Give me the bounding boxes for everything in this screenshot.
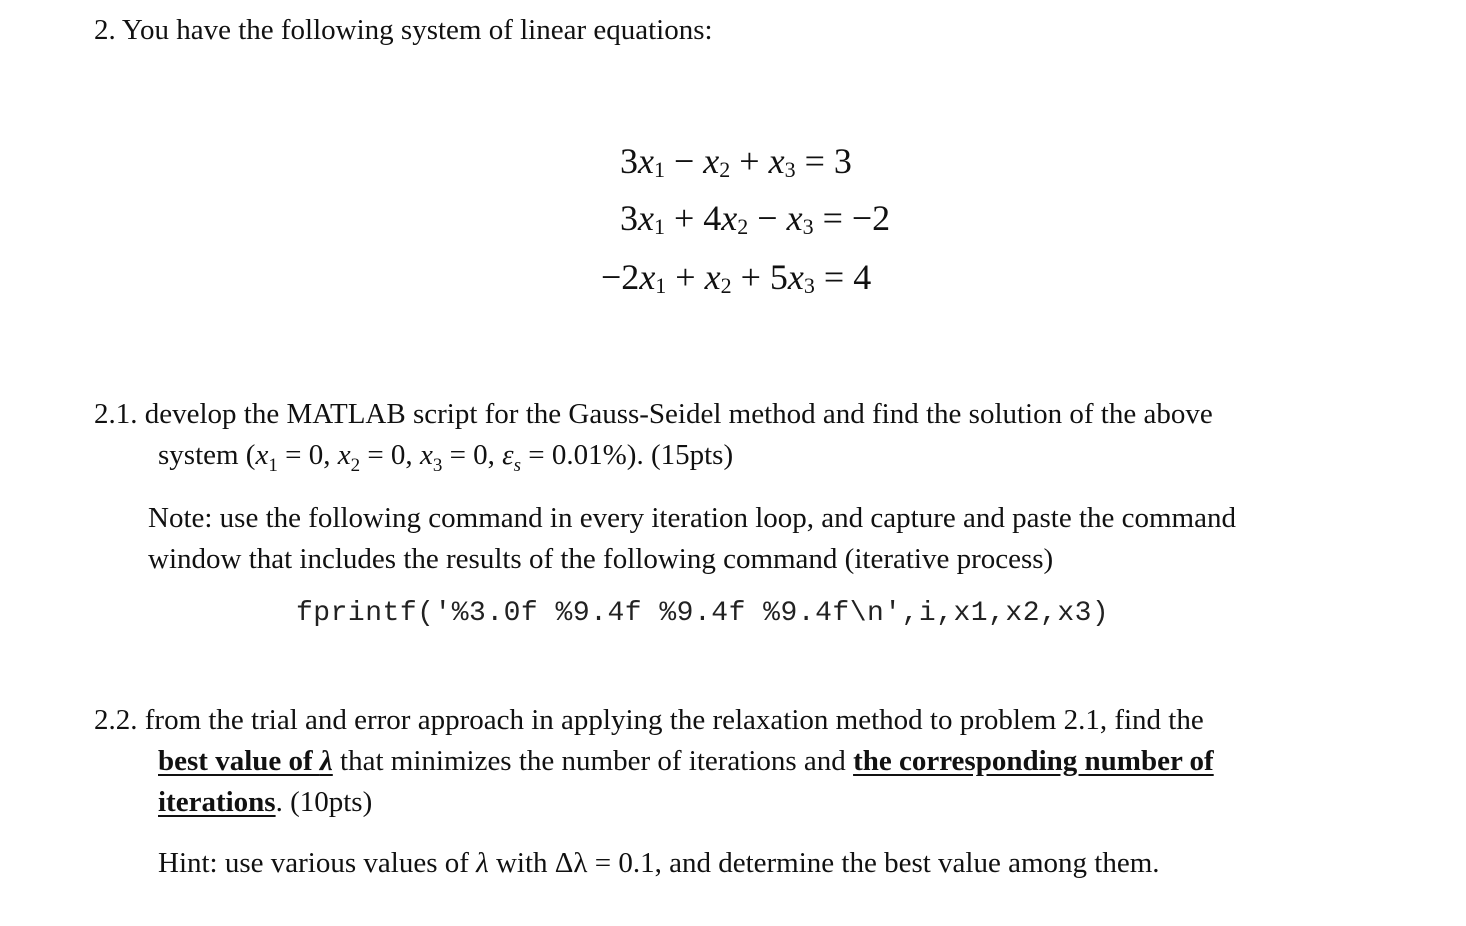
part22-line3: iterations. (10pts) — [158, 786, 373, 818]
part21-line1: 2.1. develop the MATLAB script for the Gauss-Seidel method and find the solution of the above — [94, 398, 1213, 430]
equation-1: $3x_1 - x_2 + x_3 = 3$ — [620, 141, 852, 182]
iterations-emphasis: iterations — [158, 786, 276, 818]
equation-3: $-2x_1 + x_2 + 5x_3 = 4$ — [601, 257, 872, 298]
corresponding-number-emphasis: the corresponding number of — [853, 745, 1214, 777]
part21-line2: system ($x_1 = 0$, $x_2 = 0$, $x_3 = 0$, $\varepsilon_s = 0.01\%$). (15pts) — [158, 439, 734, 476]
equation-2: $3x_1 + 4x_2 - x_3 = -2$ — [620, 198, 891, 239]
best-value-emphasis: best value of λ — [158, 745, 333, 777]
part22-line2: best value of λ that minimizes the number of iterations and the corresponding number of — [158, 745, 1214, 777]
note-line2: window that includes the results of the following command (iterative process) — [148, 543, 1054, 575]
question-heading: 2. You have the following system of linear equations: — [94, 14, 713, 46]
part22-line1: 2.2. from the trial and error approach in applying the relaxation method to problem 2.1, find the — [94, 704, 1204, 736]
fprintf-command: fprintf('%3.0f %9.4f %9.4f %9.4f\n',i,x1,x2,x3) — [296, 598, 1110, 629]
note-line1: Note: use the following command in every iteration loop, and capture and paste the command — [148, 502, 1236, 534]
hint-line: Hint: use various values of λ with Δλ = 0.1, and determine the best value among them. — [158, 847, 1160, 879]
